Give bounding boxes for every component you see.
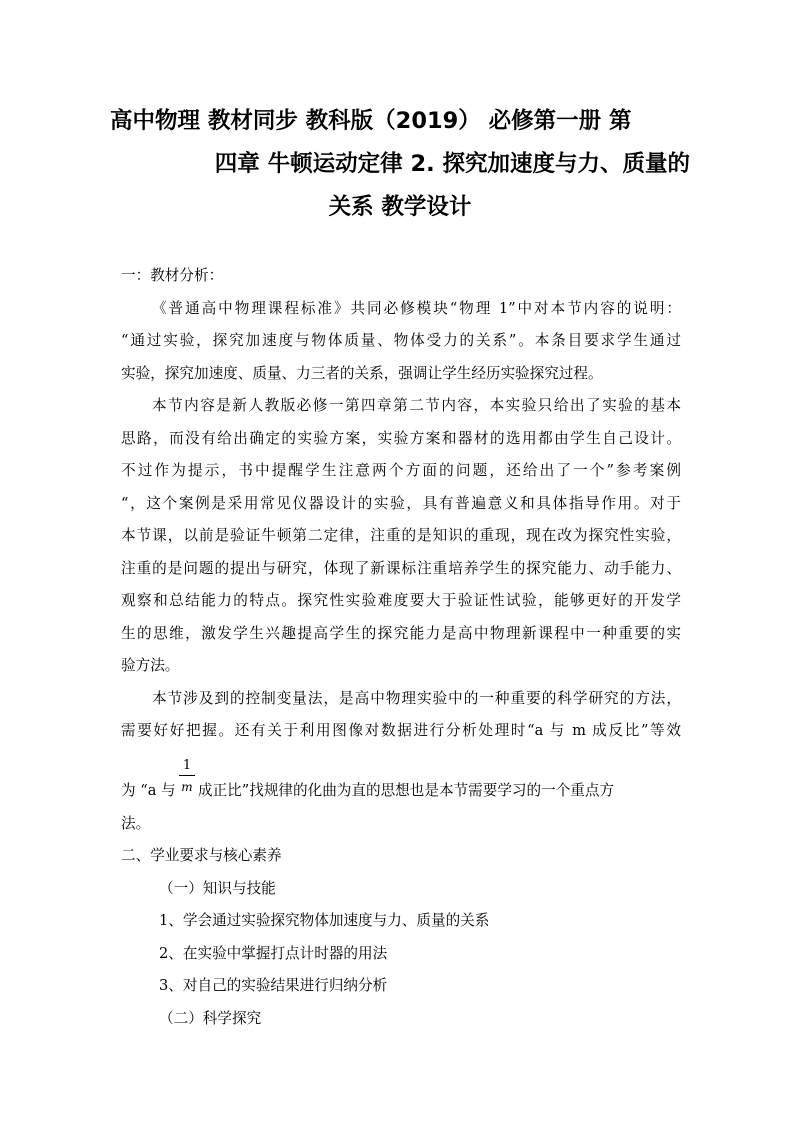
fraction-line-prefix: 为 “a 与 — [121, 781, 176, 799]
fraction-line — [121, 748, 681, 808]
list-item: 1、学会通过实验探究物体加速度与力、质量的关系 — [159, 912, 490, 929]
title-line-2: 四章 牛顿运动定律 2. 探究加速度与力、质量的 — [214, 151, 690, 177]
paragraph-line: 验方法。 — [121, 657, 180, 674]
fraction-line-suffix: 成正比”找规律的化曲为直的思想也是本节需要学习的一个重点方 — [198, 781, 615, 799]
fraction-denominator: m — [181, 779, 193, 794]
paragraph-line: 本节课，以前是验证牛顿第二定律，注重的是知识的重现，现在改为探究性实验， — [121, 527, 681, 544]
fraction-numerator: 1 — [179, 758, 195, 776]
paragraph-line: 思路，而没有给出确定的实验方案，实验方案和器材的选用都由学生自己设计。 — [121, 429, 681, 447]
document-body — [121, 260, 681, 1035]
fraction-one-over-m — [179, 758, 195, 795]
paragraph-line: 生的思维，激发学生兴趣提高学生的探究能力是高中物理新课程中一种重要的实 — [121, 624, 681, 642]
paragraph-line: “通过实验，探究加速度与物体质量、物体受力的关系”。本条目要求学生通过 — [121, 332, 681, 349]
paragraph-line: 观察和总结能力的特点。探究性实验难度要大于验证性试验，能够更好的开发学 — [121, 592, 681, 609]
paragraph-line: 实验，探究加速度、质量、力三者的关系，强调让学生经历实验探究过程。 — [121, 364, 603, 382]
paragraph-line: 《普通高中物理课程标准》共同必修模块“物理 1”中对本节内容的说明： — [152, 299, 681, 317]
list-item: 2、在实验中掌握打点计时器的用法 — [159, 944, 388, 962]
paragraph-line: “，这个案例是采用常见仪器设计的实验，具有普遍意义和具体指导作用。对于 — [121, 494, 681, 512]
subsection-heading: （一）知识与技能 — [159, 879, 276, 897]
title-line-3: 关系 教学设计 — [328, 194, 472, 220]
section-1-heading: 一：教材分析： — [121, 267, 224, 284]
paragraph-line: 不过作为提示，书中提醒学生注意两个方面的问题，还给出了一个”参考案例 — [121, 462, 681, 479]
paragraph-line: 本节内容是新人教版必修一第四章第二节内容，本实验只给出了实验的基本 — [152, 397, 681, 414]
section-2-heading: 二、学业要求与核心素养 — [121, 847, 282, 864]
list-item: 3、对自己的实验结果进行归纳分析 — [159, 977, 388, 994]
title-line-1: 高中物理 教材同步 教科版（2019） 必修第一册 第 — [110, 108, 632, 134]
document-title — [110, 100, 690, 229]
subsection-heading: （二）科学探究 — [159, 1009, 262, 1027]
paragraph-line: 本节涉及到的控制变量法，是高中物理实验中的一种重要的科学研究的方法， — [152, 689, 681, 707]
paragraph-line: 注重的是问题的提出与研究，体现了新课标注重培养学生的探究能力、动手能力、 — [121, 559, 681, 577]
paragraph-line: 需要好好把握。还有关于利用图像对数据进行分析处理时“a 与 m 成反比”等效 — [121, 722, 681, 739]
paragraph-line: 法。 — [121, 814, 151, 832]
